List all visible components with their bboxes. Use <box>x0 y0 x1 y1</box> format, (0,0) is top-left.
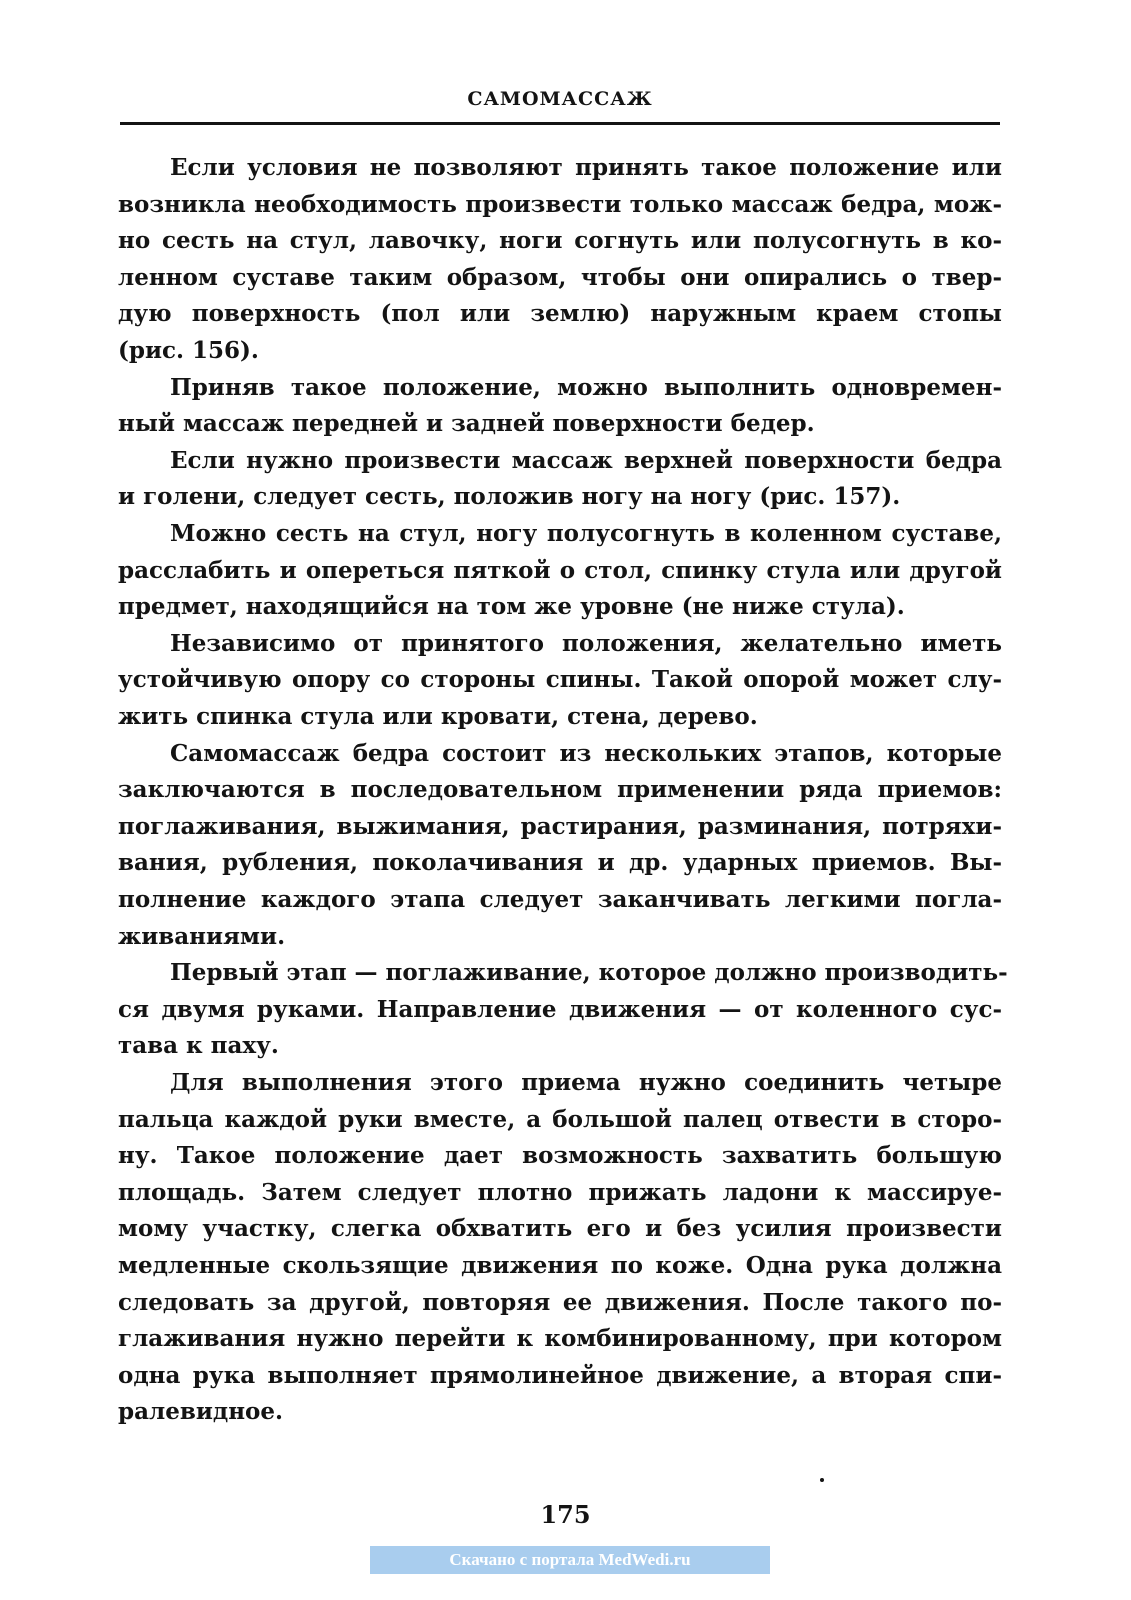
text-line: тава к паху. <box>118 1032 279 1060</box>
text-line: устойчивую опору со стороны спины. Такой опорой может слу- <box>118 666 1002 694</box>
text-line: одна рука выполняет прямолинейное движение, а вторая спи- <box>118 1361 1002 1389</box>
text-line: заключаются в последовательном применении ряда приемов: <box>118 776 1002 804</box>
text-line: ну. Такое положение дает возможность захватить большую <box>118 1142 1002 1170</box>
text-line: ный массаж передней и задней поверхности бедер. <box>118 410 815 438</box>
paragraph-first-line: Независимо от принятого положения, желательно иметь <box>170 629 1002 657</box>
header-rule <box>120 122 1000 125</box>
text-line: мому участку, слегка обхватить его и без усилия произвести <box>118 1215 1002 1243</box>
running-header: САМОМАССАЖ <box>467 88 653 110</box>
text-line: площадь. Затем следует плотно прижать ладони к массируе- <box>118 1178 1002 1206</box>
text-line: вания, рубления, поколачивания и др. ударных приемов. Вы- <box>118 849 1002 877</box>
paragraph-first-line: Приняв такое положение, можно выполнить одновремен- <box>170 373 1002 401</box>
text-line: поглаживания, выжимания, растирания, разминания, потряхи- <box>118 812 1002 840</box>
text-line: ралевидное. <box>118 1398 284 1426</box>
text-line: ся двумя руками. Направление движения — от коленного сус- <box>118 995 1002 1023</box>
paragraph-first-line: Первый этап — поглаживание, которое должно производить- <box>170 959 1008 987</box>
text-line: дую поверхность (пол или землю) наружным краем стопы <box>118 300 1002 328</box>
text-line: следовать за другой, повторяя ее движения. После такого по- <box>118 1288 1002 1316</box>
text-line: медленные скользящие движения по коже. Одна рука должна <box>118 1252 1002 1279</box>
text-line: пальца каждой руки вместе, а большой палец отвести в сторо- <box>118 1105 1002 1133</box>
text-line: жить спинка стула или кровати, стена, дерево. <box>118 703 758 730</box>
paragraph-first-line: Если нужно произвести массаж верхней поверхности бедра <box>170 446 1002 474</box>
text-line: (рис. 156). <box>118 337 259 364</box>
text-line: предмет, находящийся на том же уровне (не ниже стула). <box>118 593 905 621</box>
text-line: глаживания нужно перейти к комбинированному, при котором <box>118 1325 1002 1353</box>
paragraph-first-line: Самомассаж бедра состоит из нескольких этапов, которые <box>170 739 1002 767</box>
page-number: 175 <box>540 1500 591 1529</box>
text-line: живаниями. <box>118 922 286 950</box>
text-line: расслабить и опереться пяткой о стол, спинку стула или другой <box>118 556 1002 584</box>
watermark: Скачано с портала MedWedi.ru <box>370 1546 770 1574</box>
stray-dot <box>820 1478 824 1482</box>
paragraph-first-line: Можно сесть на стул, ногу полусогнуть в коленном суставе, <box>170 520 1002 547</box>
text-line: и голени, следует сесть, положив ногу на ногу (рис. 157). <box>118 483 901 511</box>
text-line: возникла необходимость произвести только массаж бедра, мож- <box>118 190 1002 218</box>
text-line: полнение каждого этапа следует заканчивать легкими погла- <box>118 886 1002 913</box>
text-line: но сесть на стул, лавочку, ноги согнуть или полусогнуть в ко- <box>118 227 1002 255</box>
paragraph-first-line: Если условия не позволяют принять такое положение или <box>170 154 1002 181</box>
paragraph-first-line: Для выполнения этого приема нужно соединить четыре <box>170 1069 1002 1096</box>
text-line: ленном суставе таким образом, чтобы они опирались о твер- <box>118 263 1002 291</box>
